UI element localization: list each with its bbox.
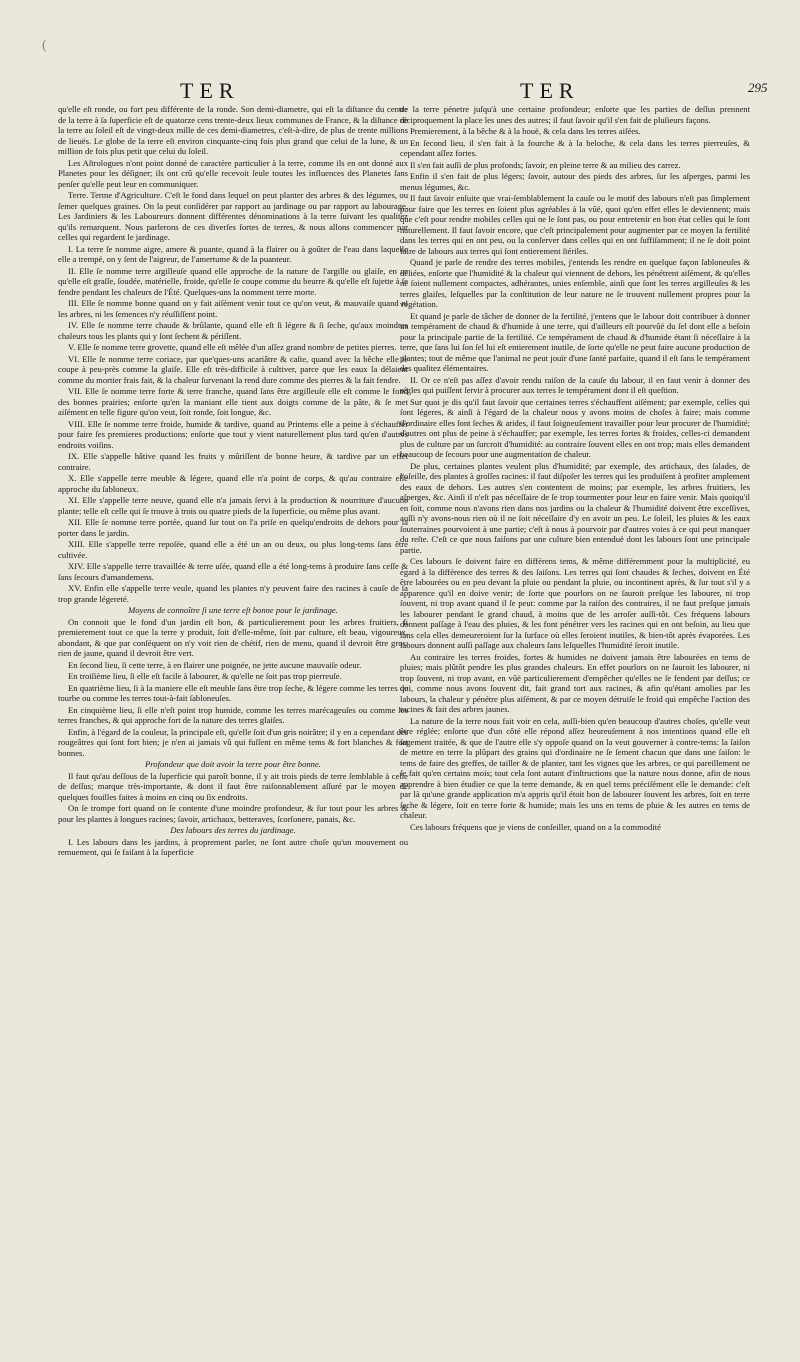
paragraph: III. Elle ſe nomme bonne quand on y fait aiſément venir tout ce qu'on veut, & mauvaiſe quand ni les arbres, ni les ſemences n'y réuſſiſſent point.: [58, 298, 408, 319]
paragraph: Enfin il s'en fait de plus légers; ſavoir, autour des pieds des arbres, ſur les aſperges, parmi les menus légumes, &c.: [400, 171, 750, 192]
paragraph: Quand je parle de rendre des terres mobiles, j'entends les rendre en quelque façon ſabloneuſes & déliées, enſorte que l'humidité & la chaleur qui viennent de dehors, les pénétrent aiſément, & qu'elles ne ſoient nullement compactes, adhérantes, unies enſemble, ainſi que ſont les terres argilleuſes & les terres glaiſes, leſquelles par la conſtitution de leur nature ne ſe trouvent nullement propres pour la végétation.: [400, 257, 750, 309]
paragraph: IX. Elle s'appelle hâtive quand les fruits y mûriſſent de bonne heure, & tardive par un effet contraire.: [58, 451, 408, 472]
paragraph: XII. Elle ſe nomme terre portée, quand ſur tout on l'a priſe en quelqu'endroits de dehors pour la porter dans le jardin.: [58, 517, 408, 538]
paragraph: Et quand je parle de tâcher de donner de la fertilité, j'entens que le labour doit contribuer à donner un tempérament de chaud & d'humide à une terre, qui d'ailleurs eſt pourvûë du ſel dont elle a beſoin pour la principale partie de la fertilité. Ce tempérament de chaud & d'humide étant ſi néceſſaire à la terre, que ſans lui ſon ſel lui eſt entierement inutile, de ſorte qu'elle ne peut faire aucune production de plantes; tout de même que l'animal ne peut jouïr d'une ſanté parfaite, quand il eſt ſans le tempérament des qualitez élémentaires.: [400, 310, 750, 373]
paragraph: On connoit que le fond d'un jardin eſt bon, & particulierement pour les arbres fruitiers, ſi premierement tout ce que la terre y produit, ſoit d'elle-même, ſoit par culture, eſt beau, vigoureux, abondant, & que par conſéquent on n'y voit rien de chétif, rien de menu, quand il devroit être gros, rien de jaune, quand il devroit être vert.: [58, 616, 408, 658]
paragraph: VI. Elle ſe nomme terre coriace, par que'ques-uns acariâtre & caſte, quand avec la bêche elle ſe coupe à peu-près comme la glaiſe. Elle eſt très-difficile à cultiver, parce que les eaux la délaient comme du mortier frais fait, & la chaleur ſurvenant la rend dure comme des pierres & la fait fendre.: [58, 353, 408, 385]
paragraph: La nature de la terre nous fait voir en cela, auſſi-bien qu'en beaucoup d'autres choſes, qu'elle veut être réglée; enſorte que d'un côté elle répond aſſez heureuſement à nos intentions quand elle eſt ſagement traitée, & que de l'autre elle s'y oppoſe quand on la veut gouverner à contre-tems: la ſaiſon de mettre en terre la plûpart des grains qui d'ordinaire ne ſe ſement chacun que dans une ſaiſon: le tems de faire des greffes, de tailler & de planter, tant les vignes que les arbres, ce qui pareillement ne ſe fait qu'en certains mois; tout cela ſont autant d'inſtructions que la nature nous donne, afin de nous apprendre à bien étudier ce que la terre demande, & en quel tems préciſément elle le demande: c'eſt par là qu'une grande application m'a appris qu'il étoit bon de labourer ſouvent les arbres, ſoit en terre ſeche & légere, ſoit en terre forte & humide; mais les uns en tems de pluie & les autres en tems de chaleur.: [400, 715, 750, 820]
paragraph: Ces labours ſe doivent faire en différens tems, & même différemment pour la multiplicité, eu égard à la différence des terres & des ſaiſons. Les terres qui ſont chaudes & ſeches, doivent en Été être labourées ou en peu devant la pluie ou pendant la pluie, ou incontinent après, & ſur tout s'il y a apparence qu'il en doive venir; de ſorte que pourlors on ne ſauroit preſque les labourer, ni trop ſouvent, ni trop avant quand il ſe peut: comme par la raiſon des contraires, il ne faut preſque jamais les labourer pendant le grand chaud, à moins que de les arroſer auſſi-tôt. Ces fréquens labours donnent paſſage à l'eau des pluies, & les font pénétrer vers les racines qui en ont beſoin, au lieu que ſans cela elles demeureroient ſur la ſurface où elles ſeroient inutiles, & bien-tôt après évaporées. Les labours donnent auſſi paſſage aux chaleurs ſans leſquelles l'humidité ſeroit inutile.: [400, 556, 750, 650]
paragraph: Il faut qu'au deſſous de la ſuperficie qui paroît bonne, il y ait trois pieds de terre ſemblable à celle de deſſus; marque très-importante, & dont il faut être raiſonnablement aſſuré par le moyen de quelques fouilles faites à moins en cinq ou ſix endroits.: [58, 770, 408, 802]
paragraph: XV. Enfin elle s'appelle terre veule, quand les plantes n'y peuvent faire des racines à cauſe de ſa trop grande légereté.: [58, 583, 408, 604]
paragraph: VII. Elle ſe nomme terre forte & terre franche, quand ſans être argilleuſe elle eſt comme le fond des bonnes prairies; enſorte qu'en la maniant elle tient aux doigts comme de la pâte, & ſe met aiſément en telle figure qu'on veut, ſoit ronde, ſoit longue, &c.: [58, 386, 408, 417]
paragraph: Sur quoi je dis qu'il faut ſavoir que certaines terres s'échauffent aiſément; par exemple, celles qui ſont légeres, & ainſi à l'égard de la chaleur nous y avons moins de choſes à faire; mais comme d'ordinaire elles ſont ſeches & arides, il faut ſoigneuſement travailler pour leur procurer de l'humidité; d'autres ont plus de peine à s'échauffer; par exemple, les terres fortes & froides, celles-ci demandent plus de culture par un ſurcroit d'humidité: au contraire ſouvent elles en ont trop; mais elles demandent beaucoup de ſecours pour une augmentation de chaleur.: [400, 396, 750, 459]
paragraph: En ſecond lieu, ſi cette terre, à en flairer une poignée, ne jette aucune mauvaiſe odeur.: [68, 659, 362, 670]
section-subtitle: Moyens de connoître ſi une terre eſt bonne pour le jardinage.: [128, 605, 338, 615]
paragraph: I. Les labours dans les jardins, à proprement parler, ne ſont autre choſe qu'un mouvement ou remuement, qui ſe faiſant à la ſuperficie: [58, 836, 408, 857]
page-number: 295: [748, 80, 768, 95]
paragraph: I. La terre ſe nomme aigre, amere & puante, quand à la flairer ou à goûter de l'eau dans laquelle elle a trempé, on y ſent de l'aigreur, de l'amertume & de la puanteur.: [58, 243, 408, 264]
paragraph: II. Elle ſe nomme terre argilleuſe quand elle approche de la nature de l'argille ou glaiſe, en ce qu'elle eſt graſſe, ſoudée, matérielle, froide, qu'elle ſe coupe comme du beurre & qu'elle eſt ſujette à ſe fendre pendant les chaleurs de l'Été. Quelques-uns la nomment terre morte.: [58, 265, 408, 297]
paragraph: V. Elle ſe nomme terre grovette, quand elle eſt mêlée d'un aſſez grand nombre de petites pierres.: [68, 342, 397, 352]
left-column: [58, 104, 408, 859]
running-head-left: TER: [180, 78, 240, 103]
paragraph: IV. Elle ſe nomme terre chaude & brûlante, quand elle eſt ſi légere & ſi ſeche, qu'aux moindres chaleurs tous les plants qui y ſont ſechent & périſſent.: [58, 320, 408, 341]
paragraph: VIII. Elle ſe nomme terre froide, humide & tardive, quand au Printems elle a peine à s'échauffer pour faire ſes premieres productions; enſorte que tout y vient naturellement plus tard qu'en d'autres endroits voiſins.: [58, 418, 408, 450]
paragraph: De plus, certaines plantes veulent plus d'humidité; par exemple, des artichaux, des ſalades, de l'oſeille, des plantes à groſſes racines: il faut diſpoſer les terres qui les produiſent à profiter amplement des eaux de dehors. Les autres s'en contentent de moins; par exemple, les arbres fruitiers, les aſperges, &c. Ainſi il n'eſt pas néceſſaire de ſe trop tourmenter pour leur en faire venir. Mais quoiqu'il en ſoit, comme nous n'avons rien dans nos jardins ou la chaleur & l'humidité doivent être exceſſives, auſſi n'y avons-nous rien où il ne ſoit néceſſaire d'y en avoir un peu. Le ſoleil, les pluies & les eaux ſouterraines pourvoient à une partie; c'eſt à nous à pourvoir par d'autres voies à ce qui peut manquer du reſte. C'eſt ce que nous faiſons par une culture bien entenduë dont les labours ſont une principale partie.: [400, 460, 750, 555]
paragraph: Premierement, à la bêche & à la houë, & cela dans les terres aiſées.: [410, 126, 641, 136]
paragraph: qu'elle eſt ronde, ou fort peu différente de la ronde. Son demi-diametre, qui eſt la diſtance du centre de la terre à ſa ſuperficie eſt de quatorze cens trente-deux lieux communes de France, & la diſtance de la terre au ſoleil eſt de vingt-deux mille de ces demi-diametres, c'eſt-à-dire, de plus de trente millions de lieuës. Le globe de la terre eſt environ cinquante-cinq fois plus grand que celui de la lune, & un million de fois plus petit que celui du ſoleil.: [58, 104, 408, 156]
paragraph: Ces labours fréquens que je viens de conſeiller, quand on a la commodité: [410, 821, 661, 832]
paragraph: XI. Elle s'appelle terre neuve, quand elle n'a jamais ſervi à la production & nourriture d'aucune plante; telle eſt celle qui ſe trouve à trois ou quatre pieds de la ſuperficie, ou même plus avant.: [58, 495, 408, 516]
paragraph: de la terre pénetre juſqu'à une certaine profondeur; enſorte que les parties de deſſus prennent réciproquement la place les unes des autres; il faut ſavoir qu'il s'en fait de pluſieurs façons.: [400, 104, 750, 125]
paragraph: XIII. Elle s'appelle terre repoſée, quand elle a été un an ou deux, ou plus long-tems ſans être cultivée.: [58, 539, 408, 560]
running-head-right: TER: [520, 78, 580, 103]
paragraph: Au contraire les terres froides, fortes & humides ne doivent jamais être labourées en tems de pluies; mais plûtôt pendre les plus grandes chaleurs. En effet pourlors on ne ſauroit les labourer, ni trop ſouvent, ni trop avant, en vûë particulierement d'empêcher qu'elles ne ſe fendent par deſſus; ce qui, comme nous avons ſouvent dit, fait grand tort aux racines, & afin qu'étant amolies par les labours, la chaleur y pénétre plus aiſément, & par ce moyen détruiſe le froid qui empêche l'action des racines & fait des arbres jaunes.: [400, 651, 750, 714]
paragraph: XIV. Elle s'appelle terre travaillée & terre uſée, quand elle a été long-tems à produire ſans ceſſe & ſans ſecours d'amandemens.: [58, 561, 408, 582]
right-column: [400, 104, 750, 833]
paragraph: Il faut ſavoir enſuite que vrai-ſemblablement la cauſe ou le motif des labours n'eſt pas ſimplement pour faire que les terres en ſoient plus agréables à la vûë, quoi qu'en effet elles le deviennent; mais que c'eſt pour rendre mobiles celles qui ne le ſont pas, ou pour entretenir en bon état celles qui le ſont naturellement. Il faut ſavoir encore, que c'eſt principalement pour augmenter par ce moyen la fertilité dans les terres qui en ont peu, ou la conſerver dans celles qui en ont ſuffiſamment; il ne ſe doit point faire de labours aux terres qui ſont entierement ſtériles.: [400, 193, 750, 256]
margin-mark: (: [42, 38, 47, 53]
paragraph: En ſecond lieu, il s'en fait à la fourche & à la beloche, & cela dans les terres pierreuſes, & cependant aſſez fortes.: [400, 137, 750, 158]
section-subtitle: Des labours des terres du jardinage.: [170, 825, 296, 835]
paragraph: En troiſième lieu, ſi elle eſt facile à labourer, & qu'elle ne ſoit pas trop pierreuſe.: [68, 671, 342, 681]
paragraph: En cinquième lieu, ſi elle n'eſt point trop humide, comme les terres marécageuſes ou comme les terres franches, & qui approche fort de la nature des terres glaiſes.: [58, 704, 408, 725]
section-subtitle: Profondeur que doit avoir la terre pour être bonne.: [145, 759, 321, 769]
paragraph: II. Or ce n'eſt pas aſſez d'avoir rendu raiſon de la cauſe du labour, il en faut venir à donner des régles qui puiſſent ſervir à procurer aux terres le tempérament dont il eſt queſtion.: [400, 374, 750, 395]
paragraph: Terre. Terme d'Agriculture. C'eſt le fond dans lequel on peut planter des arbres & des légumes, ou ſemer quelques graines. On la peut conſidérer par rapport au jardinage ou par rapport au labourage. Les Jardiniers & les Laboureurs donnent différentes dénominations à la terre ſuivant les qualitez qu'ils remarquent. Nous parlerons de ces diverſes ſortes de terres, & nous allons commencer par celles qui regardent le jardinage.: [58, 190, 408, 242]
paragraph: En quatrième lieu, ſi à la maniere elle eſt meuble ſans être trop ſeche, & légere comme les terres de tourbe ou comme les terres tout-à-fait ſabloneuſes.: [58, 682, 408, 703]
paragraph: Les Aſtrologues n'ont point donné de caractère particulier à la terre, comme ils en ont donné aux Planetes pour les déſigner; ils ont crû qu'elle recevoit ſeule toutes les influences des Planetes ſans penſer qu'elle peut leur en communiquer.: [58, 157, 408, 189]
paragraph: Enfin, à l'égard de la couleur, la principale eſt, qu'elle ſoit d'un gris noirâtre; il y en a cependant des rougeâtres qui ſont fort bien; je n'en ai jamais vû qui fuſſent en même tems & fort blanches & fort bonnes.: [58, 726, 408, 758]
paragraph: X. Elle s'appelle terre meuble & légere, quand elle n'a point de corps, & qu'au contraire elle approche du ſabloneux.: [58, 473, 408, 494]
paragraph: Il s'en fait auſſi de plus profonds; ſavoir, en pleine terre & au milieu des carrez.: [410, 159, 681, 170]
paragraph: On ſe trompe fort quand on ſe contente d'une moindre profondeur, & ſur tout pour les arbres & pour les plantes à longues racines; ſavoir, artichaux, betteraves, ſcorſonere, panais, &c.: [58, 803, 408, 824]
